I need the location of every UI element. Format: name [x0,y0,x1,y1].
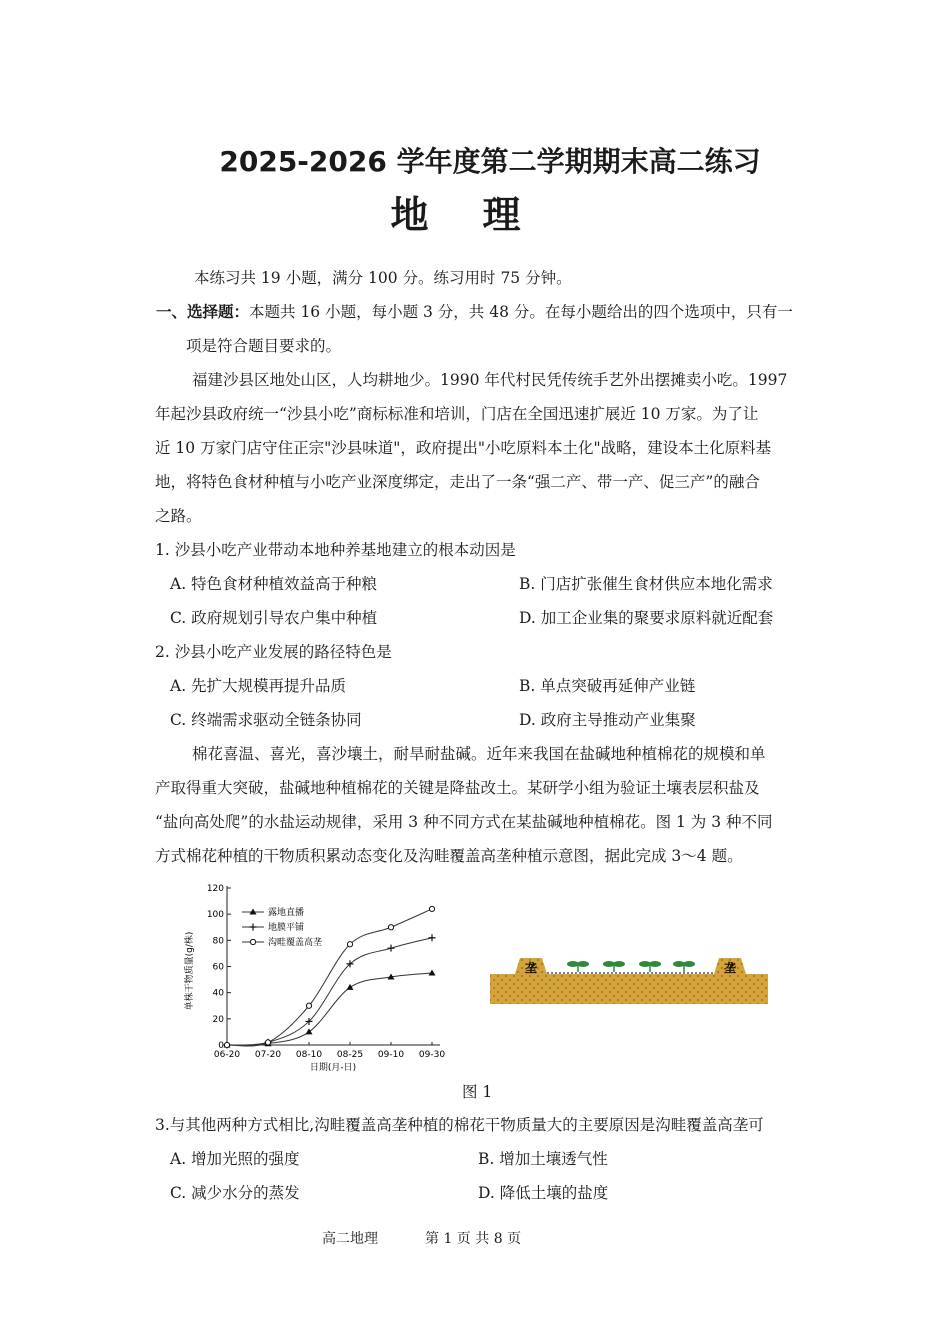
section-1-line-2: 项是符合题目要求的。 [186,337,342,355]
data-point [306,1003,311,1008]
passage-2-line: 产取得重大突破，盐碱地种植棉花的关键是降盐改土。某研学小组为验证土壤表层积盐及 [155,779,760,797]
question-1-stem: 1. 沙县小吃产业带动本地种养基地建立的根本动因是 [155,541,516,559]
y-tick-label: 20 [212,1014,224,1025]
question-2-option-a[interactable]: A. 先扩大规模再提升品质 [170,677,347,695]
x-tick-label: 07-20 [254,1050,282,1060]
question-1-option-a[interactable]: A. 特色食材种植效益高于种粮 [170,575,378,593]
passage-1-line: 地，将特色食材种植与小吃产业深度绑定，走出了一条“强二产、带一产、促三产”的融合 [155,473,760,491]
y-tick-label: 100 [206,910,224,921]
question-2-stem: 2. 沙县小吃产业发展的路径特色是 [155,643,392,661]
figure-caption: 图 1 [462,1083,493,1101]
question-3-option-c[interactable]: C. 减少水分的蒸发 [170,1184,300,1202]
ridge-label-right: 垄 [723,961,737,975]
question-1-option-b[interactable]: B. 门店扩张催生食材供应本地化需求 [519,575,773,593]
section-1-heading: 一、选择题： [156,302,250,321]
x-tick-label: 09-30 [418,1050,446,1060]
legend-label: 露地直播 [268,908,305,918]
cotton-seedling [567,961,589,972]
passage-2-line: “盐向高处爬”的水盐运动规律，采用 3 种不同方式在某盐碱地种植棉花。图 1 为 3 种不同 [155,813,773,831]
x-tick-label: 06-20 [213,1050,241,1060]
y-axis-label: 单株干物质量(g/株) [185,931,195,1011]
y-tick-label: 80 [212,936,224,947]
passage-2-line: 棉花喜温、喜光，喜沙壤土，耐旱耐盐碱。近年来我国在盐碱地种植棉花的规模和单 [192,745,766,763]
passage-1-line: 福建沙县区地处山区，人均耕地少。1990 年代村民凭传统手艺外出摆摊卖小吃。1997 [192,371,788,389]
series-line [227,973,432,1045]
question-3-option-a[interactable]: A. 增加光照的强度 [170,1150,300,1168]
question-2-option-c[interactable]: C. 终端需求驱动全链条协同 [170,711,362,729]
data-point [250,939,255,944]
footer-page-number: 第 1 页 共 8 页 [425,1231,522,1247]
cotton-seedling [639,961,661,972]
y-tick-label: 0 [218,1041,224,1051]
cotton-seedling [673,961,695,972]
data-point [347,942,352,947]
x-axis-label: 日期(月-日) [309,1063,357,1073]
question-1-option-c[interactable]: C. 政府规划引导农户集中种植 [170,609,378,627]
question-1-option-d[interactable]: D. 加工企业集的聚要求原料就近配套 [519,609,774,627]
y-tick-label: 120 [206,884,224,894]
passage-2-line: 方式棉花种植的干物质积累动态变化及沟畦覆盖高垄种植示意图，据此完成 3～4 题。 [155,847,743,865]
data-point [388,925,393,930]
data-point [250,924,257,931]
passage-1-line: 近 10 万家门店守住正宗"沙县味道"，政府提出"小吃原料本土化"战略，建设本土化原料基 [155,439,772,457]
ridge-planting-diagram [488,950,772,1008]
data-point [429,970,436,976]
y-tick-label: 60 [212,962,224,973]
data-point [429,906,434,911]
footer-subject: 高二地理 [322,1231,378,1247]
dry-matter-line-chart [180,876,460,1076]
question-2-option-b[interactable]: B. 单点突破再延伸产业链 [519,677,696,695]
data-point [429,934,436,941]
question-3-stem: 3.与其他两种方式相比,沟畦覆盖高垄种植的棉花干物质量大的主要原因是沟畦覆盖高垄可 [155,1116,764,1134]
cotton-seedling [603,961,625,972]
x-tick-label: 08-10 [295,1050,323,1060]
exam-intro: 本练习共 19 小题，满分 100 分。练习用时 75 分钟。 [194,269,572,287]
data-point [265,1040,270,1045]
legend-label: 地膜平铺 [268,923,305,933]
question-3-option-d[interactable]: D. 降低土壤的盐度 [478,1184,609,1202]
question-3-option-b[interactable]: B. 增加土壤透气性 [478,1150,608,1168]
series-line [227,909,432,1046]
subject-title: 地理 [390,193,575,237]
passage-1-line: 之路。 [155,507,202,525]
y-tick-label: 40 [212,988,224,999]
section-1-instruction: 本题共 16 小题，每小题 3 分，共 48 分。在每小题给出的四个选项中，只有一 [249,303,793,321]
data-point [388,945,395,952]
passage-1-line: 年起沙县政府统一“沙县小吃”商标标准和培训，门店在全国迅速扩展近 10 万家。为了让 [155,405,759,423]
data-point [306,1028,313,1034]
exam-title: 2025-2026 学年度第二学期期末高二练习 [219,145,761,178]
x-tick-label: 09-10 [377,1050,405,1060]
data-point [347,984,354,990]
question-2-option-d[interactable]: D. 政府主导推动产业集聚 [519,711,696,729]
section-1-line-1 [156,300,793,322]
data-point [224,1042,229,1047]
legend-label: 沟畦覆盖高垄 [268,938,323,948]
ridge-label-left: 垄 [524,961,538,975]
series-line [227,938,432,1045]
x-tick-label: 08-25 [336,1050,364,1060]
